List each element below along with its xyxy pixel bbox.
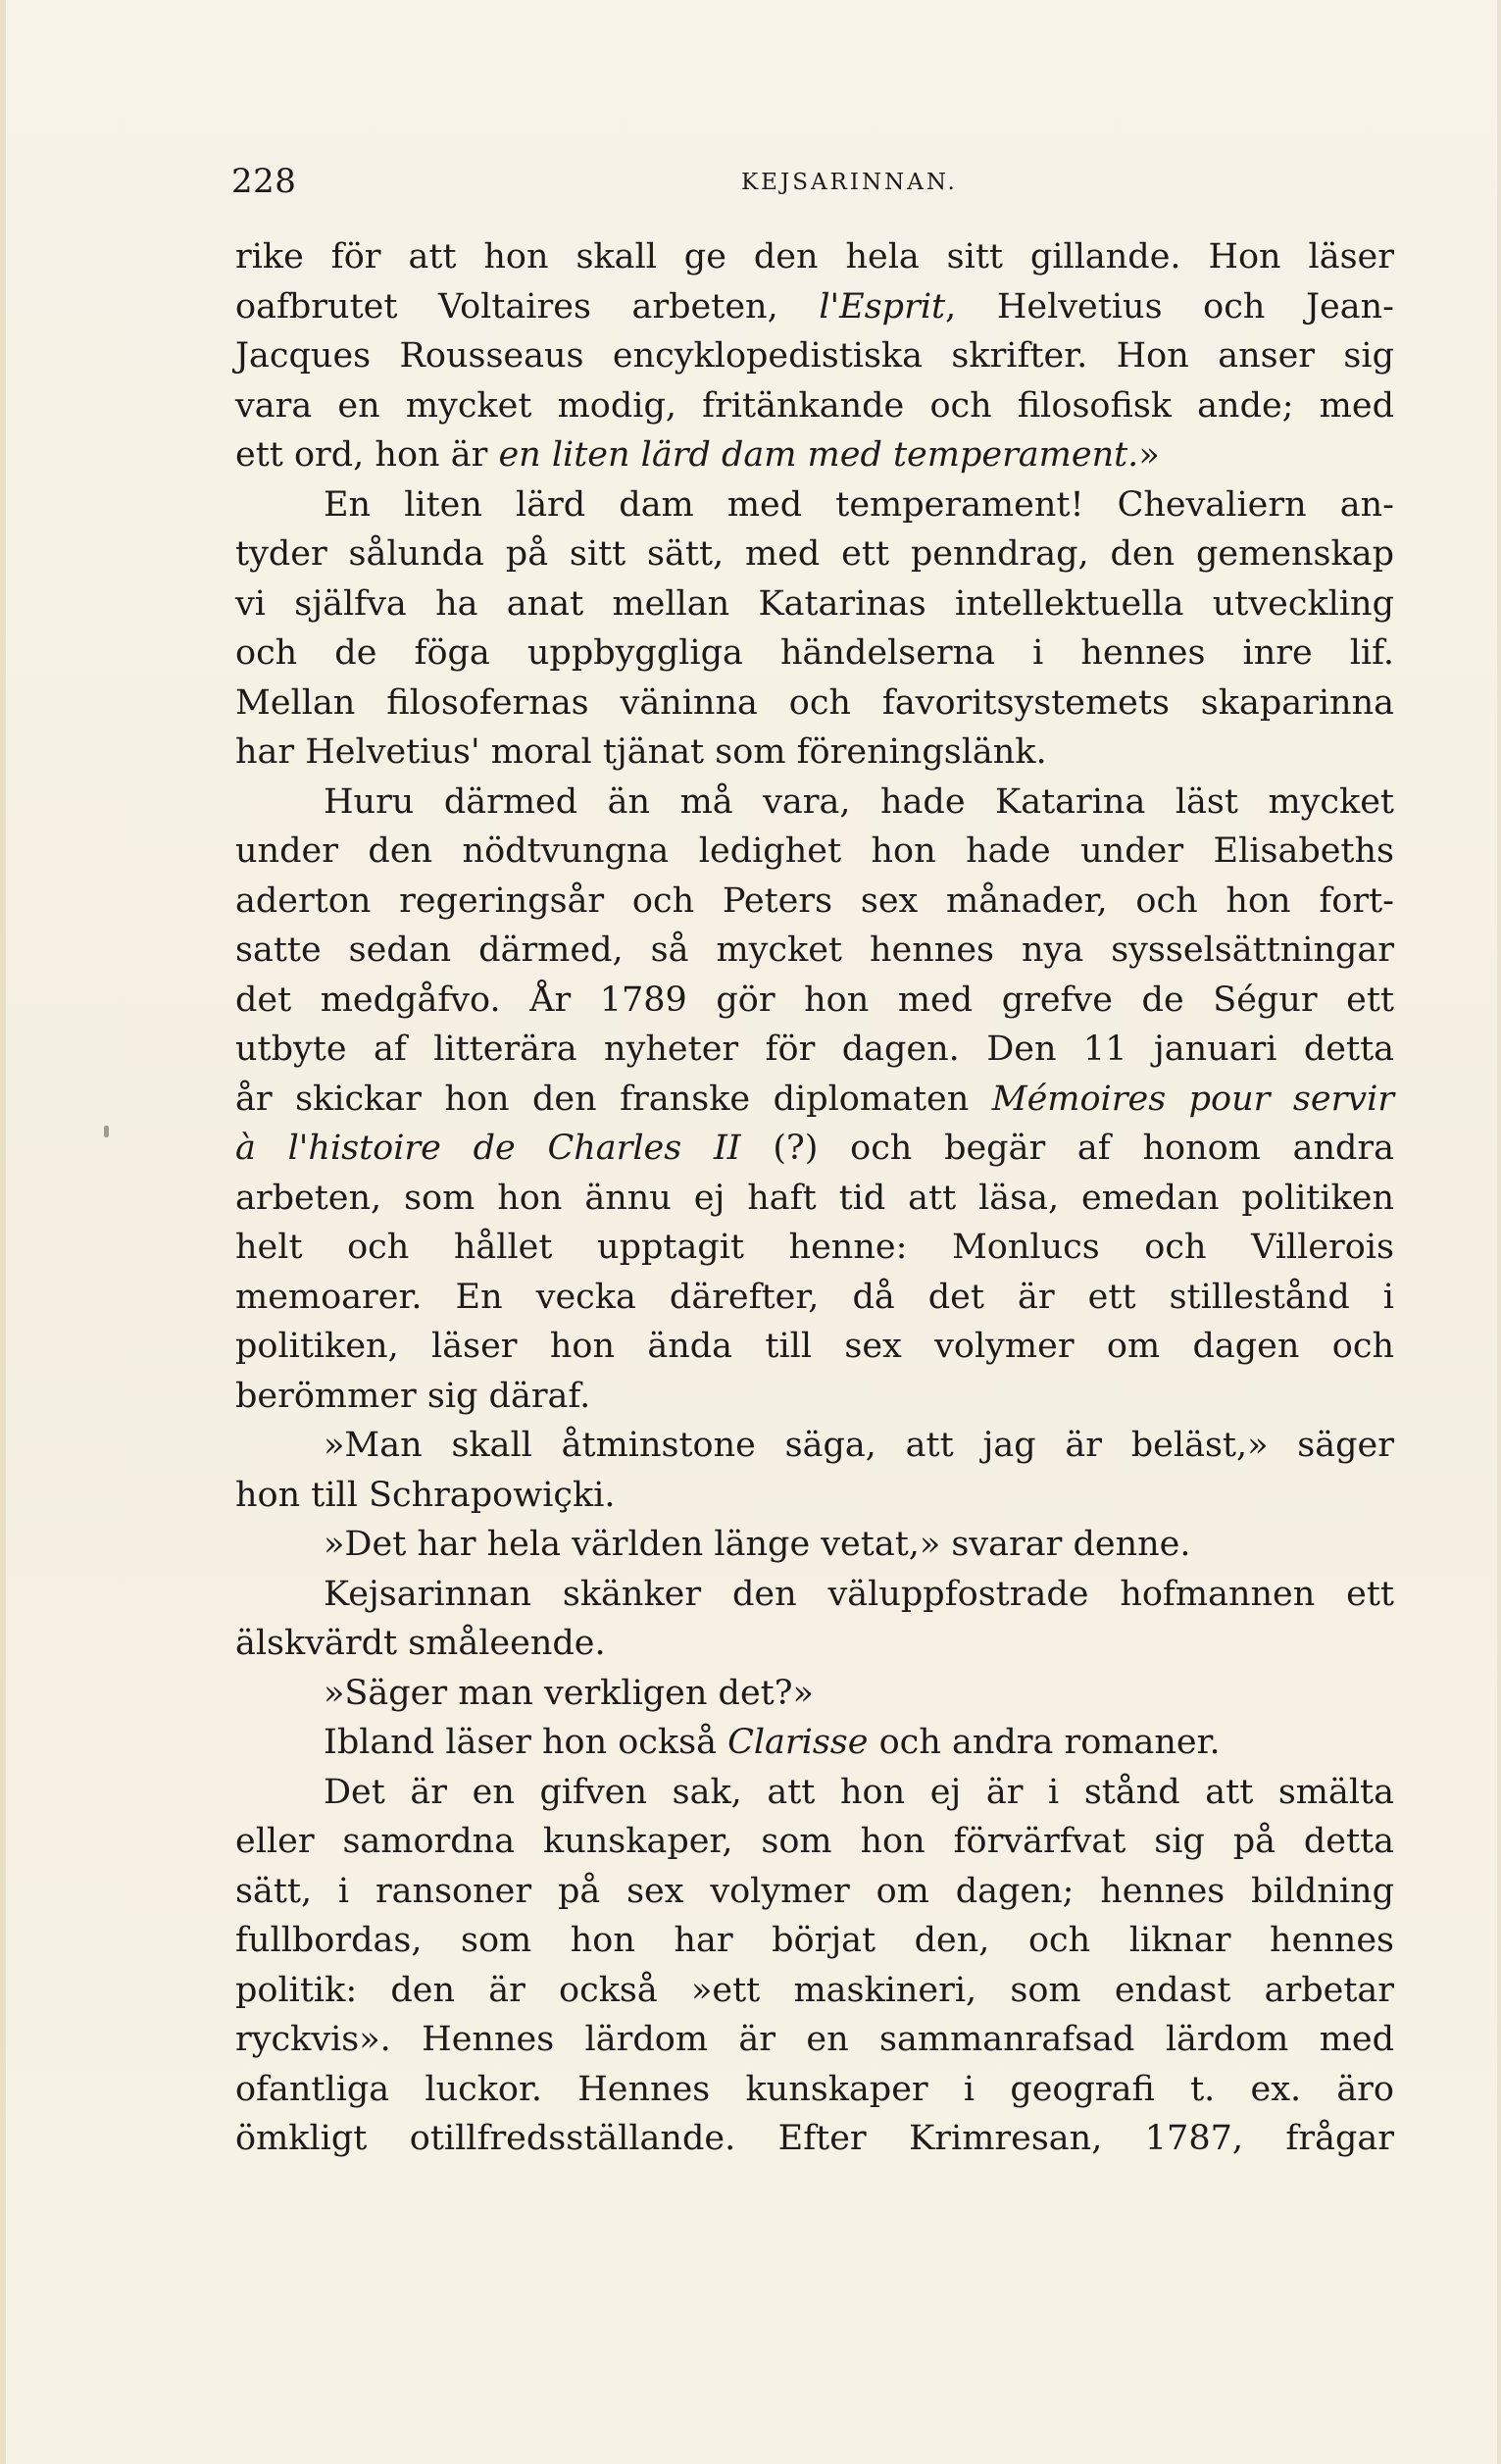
text-line: Kejsarinnan skänker den väluppfostrade hofmannen ett xyxy=(324,1574,1394,1614)
text-line: älskvärdt småleende. xyxy=(235,1624,606,1663)
print-speck xyxy=(104,1126,109,1137)
text-line: vara en mycket modig, fritänkande och filosofisk ande; med xyxy=(235,385,1394,426)
text-line: satte sedan därmed, så mycket hennes nya sysselsättningar xyxy=(235,930,1394,970)
text-line: ömkligt otillfredsställande. Efter Krimresan, 1787, frågar xyxy=(235,2119,1394,2158)
body-text xyxy=(235,232,1394,2164)
text-line: det medgåfvo. År 1789 gör hon med grefve de Ségur ett xyxy=(235,980,1394,1020)
text-line: helt och hållet upptagit henne: Monlucs och Villerois xyxy=(235,1228,1394,1267)
text-line: memoarer. En vecka därefter, då det är ett stillestånd i xyxy=(235,1277,1394,1317)
text-line: under den nödtvungna ledighet hon hade under Elisabeths xyxy=(235,831,1394,871)
text-line: Mellan filosofernas väninna och favoritsystemets skaparinna xyxy=(235,682,1394,723)
text-line: ryckvis». Hennes lärdom är en sammanrafsad lärdom med xyxy=(235,2020,1394,2059)
text-line: ett ord, hon är en liten lärd dam med temperament.» xyxy=(235,435,1160,475)
text-line: »Säger man verkligen det?» xyxy=(324,1673,814,1713)
text-line: politiken, läser hon ända till sex volymer om dagen och xyxy=(235,1327,1394,1366)
text-line: oafbrutet Voltaires arbeten, l'Esprit, Helvetius och Jean- xyxy=(235,286,1395,327)
text-line: berömmer sig däraf. xyxy=(235,1376,591,1416)
text-line: fullbordas, som hon har börjat den, och liknar hennes xyxy=(235,1921,1394,1960)
text-line: hon till Schrapowiçki. xyxy=(235,1475,616,1515)
text-line: har Helvetius' moral tjänat som föreningslänk. xyxy=(235,732,1047,772)
text-line: sätt, i ransoner på sex volymer om dagen; hennes bildning xyxy=(235,1871,1394,1911)
text-line: Jacques Rousseaus encyklopedistiska skrifter. Hon anser sig xyxy=(235,336,1394,376)
text-line: arbeten, som hon ännu ej haft tid att läsa, emedan politiken xyxy=(235,1178,1394,1218)
text-line: Huru därmed än må vara, hade Katarina läst mycket xyxy=(324,781,1394,822)
text-line: tyder sålunda på sitt sätt, med ett penndrag, den gemenskap xyxy=(235,534,1394,574)
running-title: KEJSARINNAN. xyxy=(741,170,958,195)
text-line: eller samordna kunskaper, som hon förvärfvat sig på detta xyxy=(235,1822,1394,1861)
text-line: »Det har hela världen länge vetat,» svarar denne. xyxy=(324,1525,1191,1564)
text-line: »Man skall åtminstone säga, att jag är beläst,» säger xyxy=(324,1426,1394,1465)
text-line: utbyte af litterära nyheter för dagen. Den 11 januari detta xyxy=(235,1030,1394,1069)
running-head xyxy=(231,162,1263,211)
text-line: Det är en gifven sak, att hon ej är i stånd att smälta xyxy=(324,1772,1394,1812)
text-line: år skickar hon den franske diplomaten Mémoires pour servir xyxy=(235,1079,1394,1119)
text-line: vi själfva ha anat mellan Katarinas intellektuella utveckling xyxy=(235,583,1394,624)
text-line: aderton regeringsår och Peters sex månader, och hon fort- xyxy=(235,880,1394,921)
text-line: ofantliga luckor. Hennes kunskaper i geografi t. ex. äro xyxy=(235,2069,1394,2109)
text-line: En liten lärd dam med temperament! Chevaliern an- xyxy=(324,484,1394,525)
text-line: Ibland läser hon också Clarisse och andra romaner. xyxy=(324,1723,1221,1762)
text-line: rike för att hon skall ge den hela sitt gillande. Hon läser xyxy=(235,237,1394,277)
text-line: à l'histoire de Charles II (?) och begär af honom andra xyxy=(235,1129,1394,1168)
page-number: 228 xyxy=(231,162,297,201)
text-line: och de föga uppbyggliga händelserna i hennes inre lif. xyxy=(235,633,1394,673)
text-line: politik: den är också »ett maskineri, som endast arbetar xyxy=(235,1970,1394,2010)
